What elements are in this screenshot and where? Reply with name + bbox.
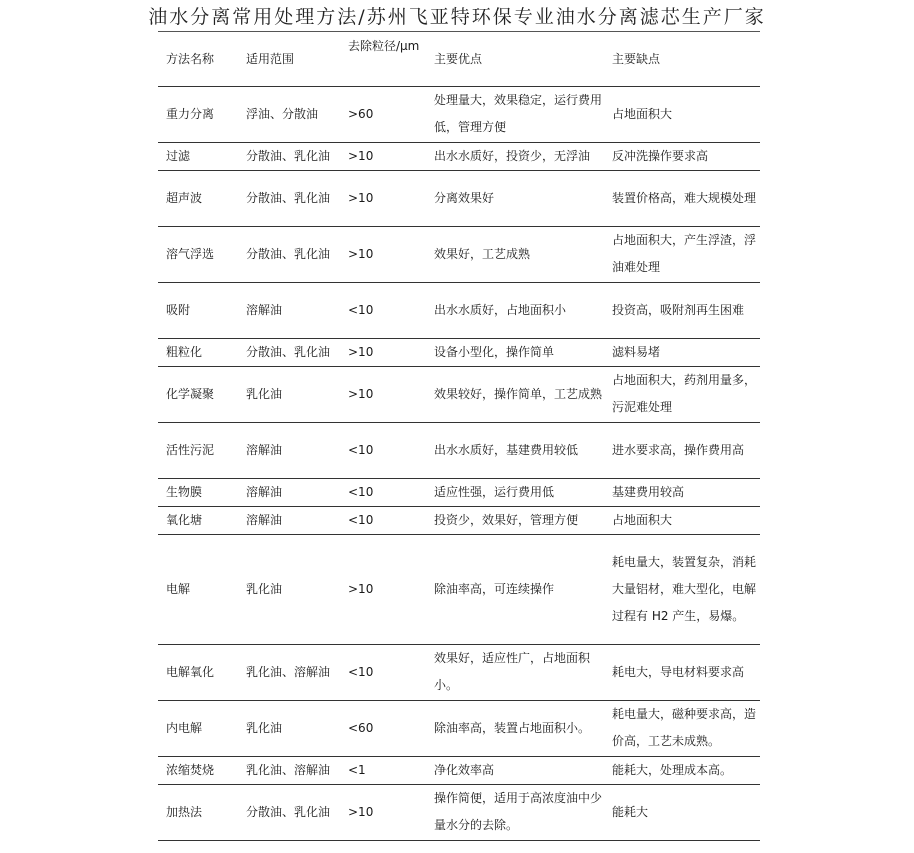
cell-disadvantage: 耗电量大，装置复杂，消耗大量铝材，难大型化，电解过程有 H2 产生，易爆。 [610, 534, 760, 644]
cell-scope: 乳化油、溶解油 [238, 644, 342, 700]
cell-advantage: 出水水质好，占地面积小 [428, 282, 610, 338]
cell-size: <10 [342, 478, 428, 506]
header-scope: 适用范围 [238, 33, 342, 86]
cell-size: <10 [342, 422, 428, 478]
cell-advantage: 操作简便，适用于高浓度油中少量水分的去除。 [428, 784, 610, 840]
table-row [158, 700, 760, 756]
cell-disadvantage: 占地面积大 [610, 86, 760, 142]
cell-size: <1 [342, 756, 428, 784]
table-row [158, 282, 760, 338]
cell-method: 重力分离 [158, 86, 238, 142]
cell-scope: 乳化油、溶解油 [238, 756, 342, 784]
cell-advantage: 处理量大，效果稳定，运行费用低，管理方便 [428, 86, 610, 142]
header-particle-size: 去除粒径/μm [342, 33, 428, 86]
table-row [158, 506, 760, 534]
cell-disadvantage: 基建费用较高 [610, 478, 760, 506]
cell-size: <10 [342, 282, 428, 338]
cell-scope: 溶解油 [238, 282, 342, 338]
cell-advantage: 设备小型化，操作简单 [428, 338, 610, 366]
cell-disadvantage: 耗电大，导电材料要求高 [610, 644, 760, 700]
cell-disadvantage: 占地面积大，药剂用量多，污泥难处理 [610, 366, 760, 422]
cell-size: <60 [342, 700, 428, 756]
cell-advantage: 出水水质好，基建费用较低 [428, 422, 610, 478]
table-row [158, 534, 760, 644]
cell-scope: 分散油、乳化油 [238, 170, 342, 226]
table-body [158, 86, 760, 840]
table-row [158, 142, 760, 170]
cell-disadvantage: 占地面积大，产生浮渣，浮油难处理 [610, 226, 760, 282]
cell-method: 超声波 [158, 170, 238, 226]
cell-size: >10 [342, 142, 428, 170]
cell-scope: 分散油、乳化油 [238, 142, 342, 170]
cell-scope: 分散油、乳化油 [238, 784, 342, 840]
cell-method: 氧化塘 [158, 506, 238, 534]
cell-method: 活性污泥 [158, 422, 238, 478]
cell-method: 化学凝聚 [158, 366, 238, 422]
cell-advantage: 分离效果好 [428, 170, 610, 226]
cell-scope: 分散油、乳化油 [238, 338, 342, 366]
cell-method: 内电解 [158, 700, 238, 756]
cell-method: 吸附 [158, 282, 238, 338]
cell-scope: 溶解油 [238, 506, 342, 534]
page-title: 油水分离常用处理方法/苏州飞亚特环保专业油水分离滤芯生产厂家 [148, 6, 766, 28]
cell-disadvantage: 能耗大，处理成本高。 [610, 756, 760, 784]
cell-advantage: 出水水质好，投资少，无浮油 [428, 142, 610, 170]
cell-size: >10 [342, 226, 428, 282]
cell-disadvantage: 占地面积大 [610, 506, 760, 534]
table-row [158, 338, 760, 366]
table-row [158, 226, 760, 282]
cell-disadvantage: 装置价格高，难大规模处理 [610, 170, 760, 226]
cell-disadvantage: 耗电量大，磁种要求高，造价高，工艺未成熟。 [610, 700, 760, 756]
cell-method: 过滤 [158, 142, 238, 170]
cell-size: >60 [342, 86, 428, 142]
cell-disadvantage: 滤料易堵 [610, 338, 760, 366]
cell-advantage: 效果好，工艺成熟 [428, 226, 610, 282]
oil-water-methods-table [158, 33, 760, 841]
cell-size: >10 [342, 366, 428, 422]
cell-size: >10 [342, 534, 428, 644]
cell-advantage: 除油率高，可连续操作 [428, 534, 610, 644]
cell-scope: 乳化油 [238, 366, 342, 422]
cell-size: <10 [342, 506, 428, 534]
table-row [158, 756, 760, 784]
cell-method: 加热法 [158, 784, 238, 840]
cell-method: 生物膜 [158, 478, 238, 506]
cell-scope: 溶解油 [238, 422, 342, 478]
table-row [158, 366, 760, 422]
table-row [158, 784, 760, 840]
cell-advantage: 投资少，效果好，管理方便 [428, 506, 610, 534]
cell-scope: 乳化油 [238, 700, 342, 756]
cell-scope: 浮油、分散油 [238, 86, 342, 142]
cell-size: <10 [342, 644, 428, 700]
cell-scope: 分散油、乳化油 [238, 226, 342, 282]
table-header-row [158, 33, 760, 86]
table-row [158, 422, 760, 478]
table-row [158, 478, 760, 506]
cell-size: >10 [342, 784, 428, 840]
cell-size: >10 [342, 338, 428, 366]
cell-method: 浓缩焚烧 [158, 756, 238, 784]
cell-advantage: 效果好，适应性广，占地面积小。 [428, 644, 610, 700]
cell-disadvantage: 投资高，吸附剂再生困难 [610, 282, 760, 338]
cell-disadvantage: 进水要求高，操作费用高 [610, 422, 760, 478]
cell-method: 电解 [158, 534, 238, 644]
cell-size: >10 [342, 170, 428, 226]
cell-scope: 溶解油 [238, 478, 342, 506]
title-divider [158, 31, 760, 32]
table-row [158, 644, 760, 700]
cell-advantage: 适应性强，运行费用低 [428, 478, 610, 506]
header-disadvantages: 主要缺点 [610, 33, 760, 86]
table-row [158, 170, 760, 226]
cell-advantage: 除油率高，装置占地面积小。 [428, 700, 610, 756]
header-advantages: 主要优点 [428, 33, 610, 86]
cell-method: 电解氧化 [158, 644, 238, 700]
cell-advantage: 效果较好，操作简单，工艺成熟 [428, 366, 610, 422]
table-row [158, 86, 760, 142]
cell-disadvantage: 反冲洗操作要求高 [610, 142, 760, 170]
cell-method: 溶气浮选 [158, 226, 238, 282]
cell-method: 粗粒化 [158, 338, 238, 366]
header-method-name: 方法名称 [158, 33, 238, 86]
cell-advantage: 净化效率高 [428, 756, 610, 784]
cell-disadvantage: 能耗大 [610, 784, 760, 840]
cell-scope: 乳化油 [238, 534, 342, 644]
